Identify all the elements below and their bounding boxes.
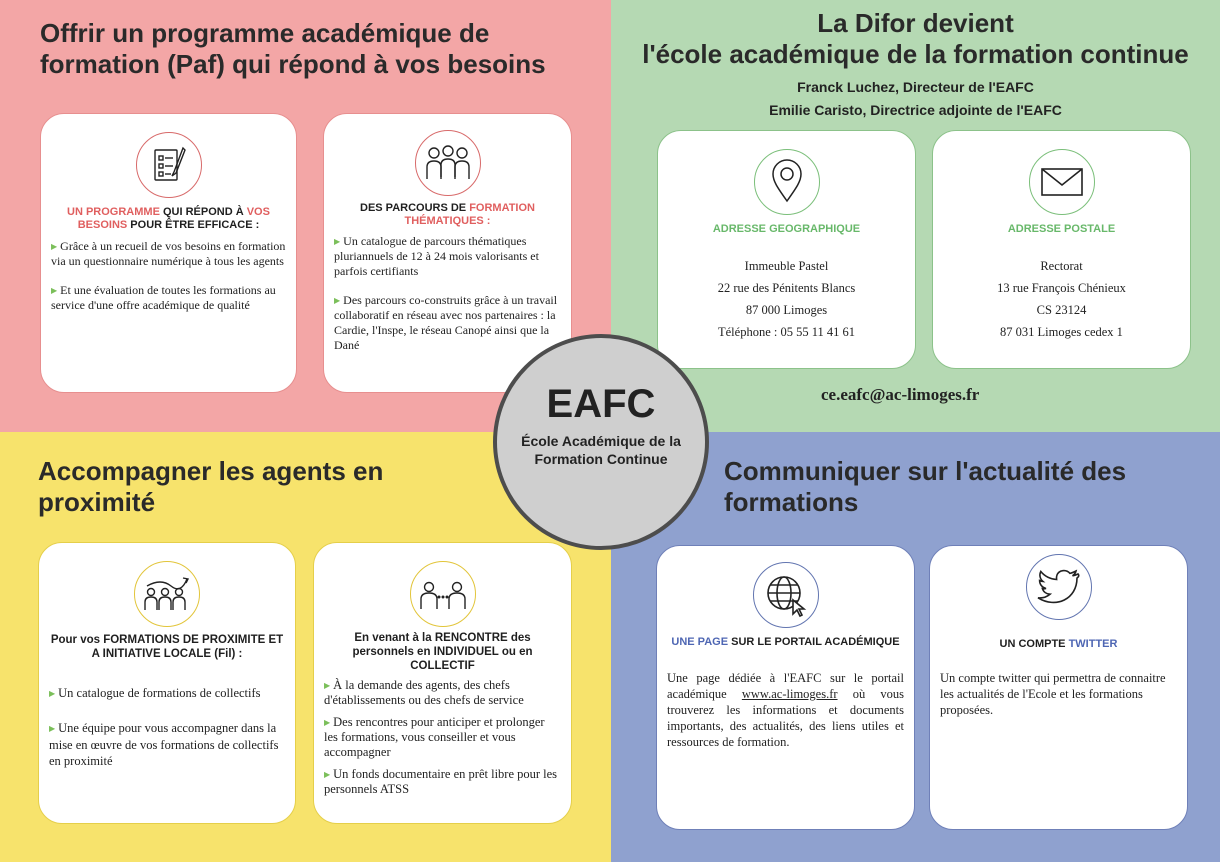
card-text: Un compte twitter qui permettra de connaitre les actualités de l'Ecole et les formations proposées.: [940, 671, 1166, 717]
card-adresse-postale: [932, 130, 1191, 369]
twitter-bird-icon: [1026, 554, 1092, 620]
center-title: EAFC: [546, 382, 656, 426]
list-item: ▶ Un fonds documentaire en prêt libre pour les personnels ATSS: [324, 767, 558, 796]
title-line: Accompagner les agents en: [38, 456, 384, 486]
address-line: Immeuble Pastel: [744, 259, 829, 273]
list-item-text: Des rencontres pour anticiper et prolonger les formations, vous conseiller et vous accompagner: [324, 715, 545, 759]
card-body: [334, 234, 561, 367]
growth-people-icon: [134, 561, 200, 627]
card-heading: ADRESSE POSTALE: [1007, 223, 1116, 235]
list-item: ▶ Grâce à un recueil de vos besoins en formation via un questionnaire numérique à tous les agents: [51, 239, 286, 268]
phone-number: Téléphone : 05 55 11 41 61: [717, 325, 855, 339]
quadrant-difor: [611, 0, 1220, 432]
checklist-pencil-icon: [136, 132, 202, 198]
heading-highlight: UN PROGRAMME: [67, 206, 160, 218]
envelope-icon: [1029, 149, 1095, 215]
list-item: ▶ Et une évaluation de toutes les formations au service d'une offre académique de qualité: [51, 283, 276, 312]
heading-text: DES PARCOURS DE: [360, 202, 470, 214]
address-line: CS 23124: [1036, 303, 1087, 317]
card-heading: [940, 638, 1177, 651]
list-item: ▶ Un catalogue de parcours thématiques pluriannuels de 12 à 24 mois valorisants et parfois certifiants: [334, 234, 539, 278]
directors: [611, 76, 1220, 122]
card-parcours-thematiques: [323, 113, 572, 393]
title-line: Communiquer sur l'actualité des: [724, 456, 1127, 486]
list-item: ▶ Une équipe pour vous accompagner dans la mise en œuvre de vos formations de collectifs en proximité: [49, 721, 279, 768]
address-line: 13 rue François Chénieux: [997, 281, 1126, 295]
section-title-programme: [40, 18, 546, 80]
globe-cursor-icon: [753, 562, 819, 628]
list-item-text: À la demande des agents, des chefs d'établissements ou des chefs de service: [324, 678, 524, 707]
list-item-text: Des parcours co-construits grâce à un travail collaboratif en réseau avec nos partenaires : la Cardie, l'Inspe, le réseau Canopé ainsi que la Dané: [334, 293, 558, 352]
list-item-text: Et une évaluation de toutes les formations au service d'une offre académique de qualité: [51, 283, 276, 312]
card-heading: [51, 206, 286, 232]
card-body: [667, 670, 904, 750]
card-programme-besoins: [40, 113, 297, 393]
card-heading: Pour vos FORMATIONS DE PROXIMITE ET A INITIATIVE LOCALE (Fil) :: [50, 634, 284, 660]
meeting-people-icon: [410, 561, 476, 627]
address-lines: [933, 255, 1190, 343]
title-line: proximité: [38, 487, 156, 517]
list-item: ▶ À la demande des agents, des chefs d'établissements ou des chefs de service: [324, 678, 524, 707]
section-title-communiquer: [724, 456, 1126, 518]
card-formations-proximite: [38, 542, 296, 824]
group-people-icon: [415, 130, 481, 196]
address-line: Rectorat: [1040, 259, 1083, 273]
contact-email[interactable]: ce.eafc@ac-limoges.fr: [821, 385, 980, 404]
list-item-text: Grâce à un recueil de vos besoins en formation via un questionnaire numérique à tous les agents: [51, 239, 286, 268]
heading-text: QUI RÉPOND À: [159, 206, 247, 218]
list-item: ▶ Un catalogue de formations de collectifs: [49, 686, 261, 700]
title-line: l'école académique de la formation continue: [642, 39, 1189, 69]
heading-highlight: VOS BESOINS: [77, 206, 270, 231]
card-body: [51, 239, 286, 327]
title-line: formations: [724, 487, 859, 517]
card-heading: En venant à la RENCONTRE des personnels en INDIVIDUEL ou en COLLECTIF: [352, 632, 533, 672]
card-heading: ADRESSE GEOGRAPHIQUE: [712, 223, 861, 235]
eafc-center-badge: [493, 334, 709, 550]
card-text: Une page dédiée à l'EAFC sur le portail académique: [667, 671, 904, 701]
section-title-difor: [611, 8, 1220, 70]
title-line: formation (Paf) qui répond à vos besoins: [40, 49, 546, 79]
card-body: [324, 678, 561, 811]
heading-text: POUR ÊTRE EFFICACE :: [127, 219, 260, 231]
heading-text: SUR LE PORTAIL ACADÉMIQUE: [728, 636, 900, 648]
card-heading: [334, 202, 561, 228]
title-line: Offrir un programme académique de: [40, 18, 490, 48]
address-lines: [658, 255, 915, 343]
heading-highlight: UNE PAGE: [671, 636, 729, 648]
address-line: 87 000 Limoges: [745, 303, 828, 317]
list-item-text: Une équipe pour vous accompagner dans la mise en œuvre de vos formations de collectifs en proximité: [49, 721, 279, 768]
center-subtitle: École Académique de la Formation Continue: [521, 433, 681, 467]
address-line: 22 rue des Pénitents Blancs: [717, 281, 856, 295]
list-item-text: Un fonds documentaire en prêt libre pour les personnels ATSS: [324, 767, 558, 796]
address-line: 87 031 Limoges cedex 1: [1000, 325, 1123, 339]
quadrant-communiquer: [611, 432, 1220, 862]
card-compte-twitter: [929, 545, 1188, 830]
card-body: [49, 685, 285, 783]
card-page-portail: [656, 545, 915, 830]
card-adresse-geographique: [657, 130, 916, 369]
quadrant-programme: [0, 0, 611, 432]
title-line: La Difor devient: [817, 8, 1014, 38]
portal-link[interactable]: www.ac-limoges.fr: [741, 687, 838, 701]
list-item-text: Un catalogue de formations de collectifs: [58, 686, 261, 700]
card-rencontre-personnels: [313, 542, 572, 824]
list-item-text: Un catalogue de parcours thématiques pluriannuels de 12 à 24 mois valorisants et parfois certifiants: [334, 234, 539, 278]
location-pin-icon: [754, 149, 820, 215]
heading-text: UN COMPTE: [999, 638, 1069, 650]
director-name: Emilie Caristo, Directrice adjointe de l'EAFC: [769, 102, 1062, 118]
director-name: Franck Luchez, Directeur de l'EAFC: [797, 79, 1034, 95]
list-item: ▶ Des parcours co-construits grâce à un travail collaboratif en réseau avec nos partenaires : la Cardie, l'Inspe, le réseau Canopé ainsi que la Dané: [334, 293, 558, 352]
section-title-accompagner: [38, 456, 383, 518]
card-heading: [667, 636, 904, 649]
card-text: où vous trouverez les informations et documents importants, des actualités, des liens utiles et ressources de formation.: [667, 687, 904, 749]
heading-highlight: FORMATION THÉMATIQUES :: [404, 202, 535, 227]
list-item: ▶ Des rencontres pour anticiper et prolonger les formations, vous conseiller et vous accompagner: [324, 715, 545, 759]
heading-highlight: TWITTER: [1068, 638, 1118, 650]
